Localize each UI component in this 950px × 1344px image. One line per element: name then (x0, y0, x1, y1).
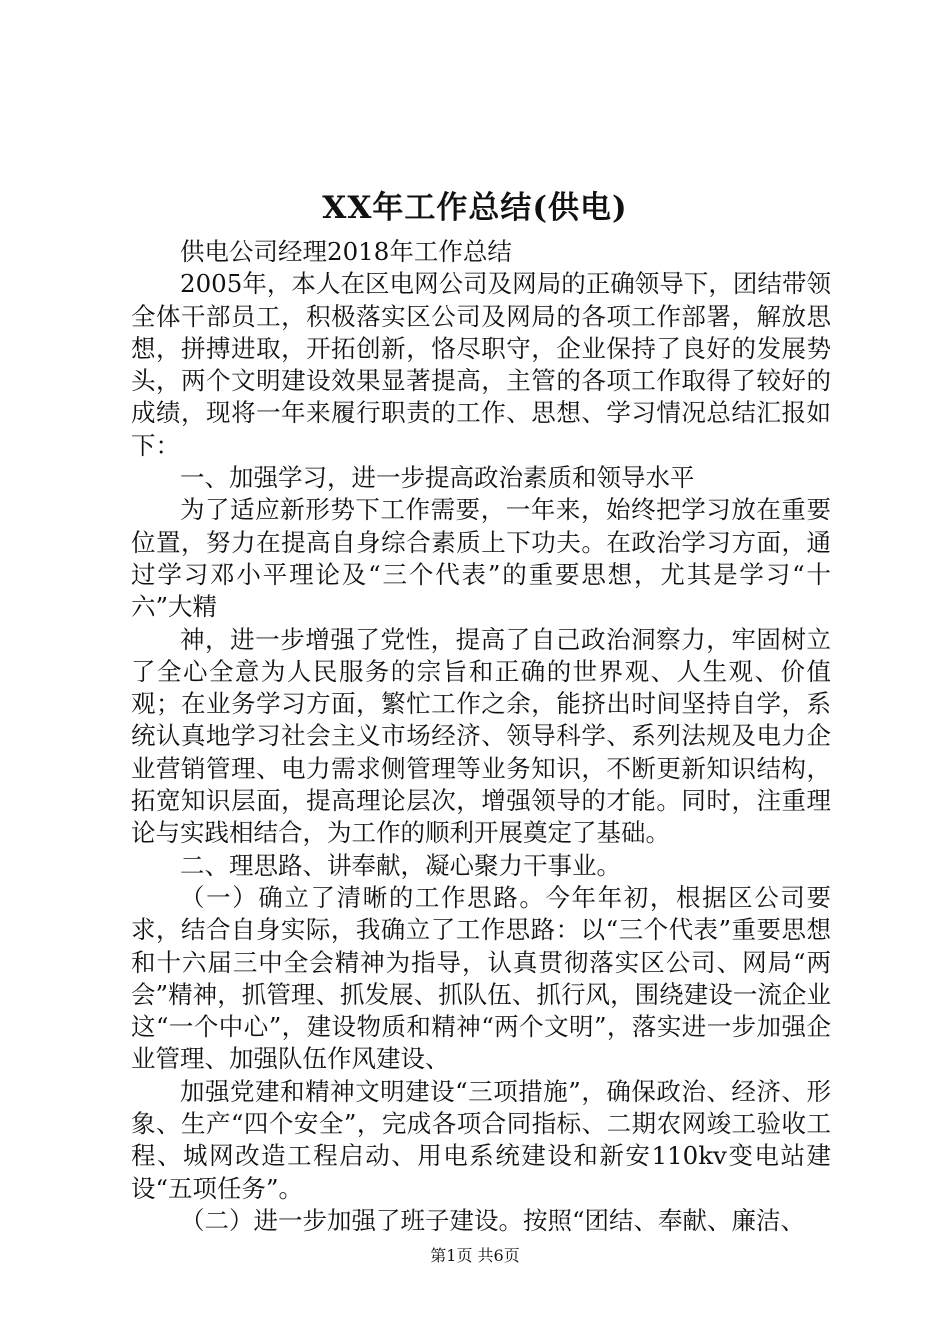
paragraph-subtitle: 供电公司经理2018年工作总结 (180, 237, 512, 266)
paragraph-work-thinking-continued: 加强党建和精神文明建设“三项措施”，确保政治、经济、形象、生产“四个安全”，完成各项合同指标、二期农网竣工验收工程、城网改造工程启动、用电系统建设和新安110kv变电站建设“五项任务”。 (131, 1076, 831, 1203)
page-footer: 第1页 共6页 (430, 1246, 520, 1265)
document-body (131, 236, 831, 1237)
page-title: XX年工作总结(供电) (322, 190, 628, 226)
section-heading-2: 二、理思路、讲奉献，凝心聚力干事业。 (180, 850, 621, 880)
paragraph-intro: 2005年，本人在区电网公司及网局的正确领导下，团结带领全体干部员工，积极落实区公司及网局的各项工作部署，解放思想，拼搏进取，开拓创新，恪尽职守，企业保持了良好的发展势头，两个文明建设效果显著提高，主管的各项工作取得了较好的成绩，现将一年来履行职责的工作、思想、学习情况总结汇报如下： (131, 269, 831, 460)
paragraph-work-thinking: （一）确立了清晰的工作思路。今年年初，根据区公司要求，结合自身实际，我确立了工作思路：以“三个代表”重要思想和十六届三中全会精神为指导，认真贯彻落实区公司、网局“两会”精神，抓管理、抓发展、抓队伍、抓行风，围绕建设一流企业这“一个中心”，建设物质和精神“两个文明”，落实进一步加强企业管理、加强队伍作风建设、 (131, 882, 831, 1074)
section-heading-1: 一、加强学习，进一步提高政治素质和领导水平 (180, 463, 695, 493)
paragraph-study-continued: 神，进一步增强了党性，提高了自己政治洞察力，牢固树立了全心全意为人民服务的宗旨和正确的世界观、人生观、价值观；在业务学习方面，繁忙工作之余，能挤出时间坚持自学，系统认真地学习社会主义市场经济、领导科学、系列法规及电力企业营销管理、电力需求侧管理等业务知识，不断更新知识结构，拓宽知识层面，提高理论层次，增强领导的才能。同时，注重理论与实践相结合，为工作的顺利开展奠定了基础。 (131, 624, 831, 848)
paragraph-study: 为了适应新形势下工作需要，一年来，始终把学习放在重要位置，努力在提高自身综合素质上下功夫。在政治学习方面，通过学习邓小平理论及“三个代表”的重要思想，尤其是学习“十六”大精 (131, 495, 831, 622)
paragraph-team-building: （二）进一步加强了班子建设。按照“团结、奉献、廉洁、 (180, 1205, 806, 1235)
